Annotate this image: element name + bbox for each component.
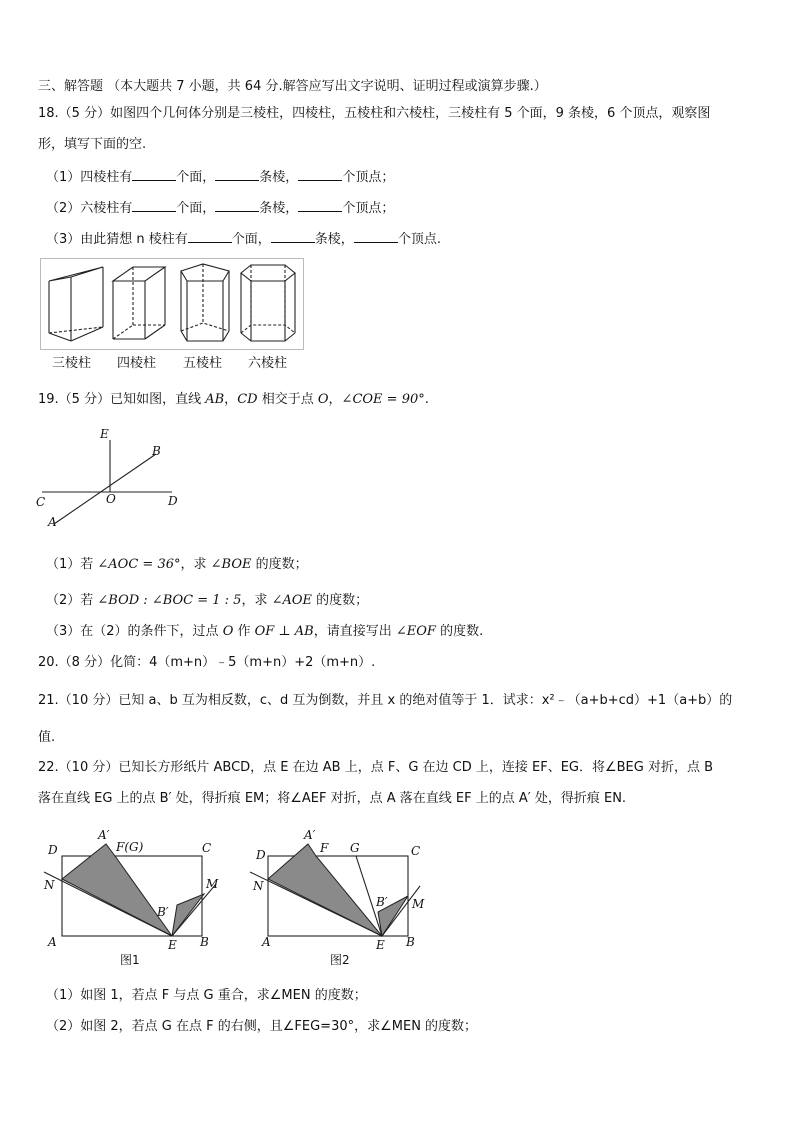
figure-2-caption: 图2 — [330, 953, 350, 967]
q19-p3-text-d: 的度数. — [435, 624, 484, 639]
q19-stem-text-b: 相交于点 — [261, 392, 314, 407]
label-m: M — [412, 897, 425, 911]
label-g: G — [350, 841, 360, 855]
label-e: E — [168, 938, 177, 952]
q18-part2-edges-blank[interactable] — [215, 199, 259, 212]
prism-label-3: 三棱柱 — [52, 356, 92, 371]
q19-p2-text-c: 的度数； — [312, 593, 369, 608]
label-n: N — [253, 879, 264, 893]
q19-line-ab: AB — [205, 392, 225, 407]
q19-part2 — [46, 593, 368, 609]
prism-label-6: 六棱柱 — [248, 356, 288, 371]
label-b-prime: B′ — [376, 895, 388, 909]
q18-part2-faces-blank[interactable] — [132, 199, 176, 212]
q22-part2: （2）如图 2，若点 G 在点 F 的右侧，且∠FEG=30°，求∠MEN 的度数； — [46, 1019, 478, 1034]
q19-p1-text-b: ，求 — [180, 557, 211, 572]
q19-p2-math-2: ∠AOE — [271, 593, 313, 608]
q21-stem-line2: 值. — [38, 730, 56, 745]
q21-stem-line1: 21.（10 分）已知 a、b 互为相反数，c、d 互为倒数，并且 x 的绝对值等于 1．试求：x²﹣（a+b+cd）+1（a+b）的 — [38, 693, 733, 708]
q22-part1: （1）如图 1，若点 F 与点 G 重合，求∠MEN 的度数； — [46, 988, 367, 1003]
q18-part3 — [46, 230, 441, 248]
label-a: A — [262, 935, 271, 949]
q19-p1-text-a: （1）若 — [46, 557, 98, 572]
q19-p3-math-1: O — [222, 624, 234, 639]
q19-p3-math-2: OF ⊥ AB — [254, 624, 314, 639]
q19-line-cd: CD — [237, 392, 258, 407]
q18-part2 — [46, 199, 394, 217]
figure-1-caption: 图1 — [120, 953, 140, 967]
q18-part3-prefix: （3）由此猜想 n 棱柱有 — [46, 232, 188, 247]
q19-p2-text-b: ，求 — [241, 593, 272, 608]
prism-label-5: 五棱柱 — [183, 356, 223, 371]
label-a: A — [48, 515, 57, 529]
q18-stem-line2: 形，填写下面的空. — [38, 137, 147, 152]
q18-faces-text: 个面， — [231, 232, 271, 247]
q19-lines-drawing — [34, 424, 184, 530]
q18-faces-text: 个面， — [176, 201, 216, 216]
hexagonal-prism-shape — [241, 265, 295, 341]
triangular-prism-shape — [49, 267, 103, 341]
q19-p3-text-c: ，请直接写出 — [313, 624, 396, 639]
q19-stem: 19.（5 分）已知如图，直线 AB，CD 相交于点 O，∠COE = 90°. — [38, 392, 429, 407]
label-o: O — [106, 492, 116, 506]
label-e: E — [100, 427, 109, 441]
q19-figure — [34, 424, 184, 530]
label-c: C — [36, 495, 46, 509]
label-n: N — [44, 878, 55, 892]
label-e: E — [376, 938, 385, 952]
q18-part2-prefix: （2）六棱柱有 — [46, 201, 133, 216]
section-header: 三、解答题 （本大题共 7 小题，共 64 分.解答应写出文字说明、证明过程或演算步骤.） — [38, 79, 547, 94]
label-d: D — [168, 494, 178, 508]
label-c: C — [202, 841, 212, 855]
folded-triangle-a — [62, 844, 172, 936]
label-m: M — [206, 877, 219, 891]
q18-edges-text: 条棱， — [314, 232, 354, 247]
q18-edges-text: 条棱， — [259, 201, 299, 216]
folded-triangle-a — [268, 844, 382, 936]
q19-p2-math-1: ∠BOD : ∠BOC = 1 : 5 — [97, 593, 242, 608]
quadrangular-prism-shape — [113, 267, 165, 339]
q19-p1-math-1: ∠AOC = 36° — [97, 557, 181, 572]
label-b-prime: B′ — [157, 905, 169, 919]
q18-vertices-text: 个顶点； — [342, 201, 395, 216]
label-c: C — [411, 844, 421, 858]
q18-part3-faces-blank[interactable] — [188, 230, 232, 243]
prisms-figure — [40, 258, 304, 350]
q18-part1-faces-blank[interactable] — [132, 168, 176, 181]
prisms-drawing — [41, 259, 303, 349]
label-b: B — [406, 935, 415, 949]
label-f: F — [320, 841, 329, 855]
prism-label-4: 四棱柱 — [117, 356, 157, 371]
q18-part3-edges-blank[interactable] — [271, 230, 315, 243]
q18-part2-vertices-blank[interactable] — [298, 199, 342, 212]
label-d: D — [256, 848, 266, 862]
q18-vertices-text: 个顶点； — [342, 170, 395, 185]
q19-stem-text-a: 19.（5 分）已知如图，直线 — [38, 392, 206, 407]
q22-stem-line2: 落在直线 EG 上的点 B′ 处，得折痕 EM；将∠AEF 对折，点 A 落在直线 EF 上的点 A′ 处，得折痕 EN. — [38, 791, 627, 806]
q22-stem-line1: 22.（10 分）已知长方形纸片 ABCD，点 E 在边 AB 上，点 F、G 在边 CD 上，连接 EF、EG．将∠BEG 对折，点 B — [38, 760, 714, 775]
q19-angle-coe: ∠COE = 90° — [341, 392, 425, 407]
q19-p1-text-c: 的度数； — [251, 557, 308, 572]
fold-figure-1-drawing — [40, 824, 230, 972]
q19-p3-text-a: （3）在（2）的条件下，过点 — [46, 624, 223, 639]
pentagonal-prism-shape — [181, 264, 229, 341]
line-ab — [54, 454, 156, 524]
q18-faces-text: 个面， — [176, 170, 216, 185]
label-b: B — [200, 935, 209, 949]
q19-part1 — [46, 557, 308, 573]
q22-figure-2 — [244, 824, 434, 972]
q18-edges-text: 条棱， — [259, 170, 299, 185]
fold-figure-2-drawing — [244, 824, 434, 972]
q19-p3-math-3: ∠EOF — [395, 624, 436, 639]
label-b: B — [152, 444, 161, 458]
q19-p1-math-2: ∠BOE — [210, 557, 252, 572]
q18-part3-vertices-blank[interactable] — [354, 230, 398, 243]
q18-part1-edges-blank[interactable] — [215, 168, 259, 181]
q20-stem: 20.（8 分）化简：4（m+n）﹣5（m+n）+2（m+n）. — [38, 655, 376, 670]
q18-part1-vertices-blank[interactable] — [298, 168, 342, 181]
q18-part1-prefix: （1）四棱柱有 — [46, 170, 133, 185]
label-a-prime: A′ — [304, 828, 316, 842]
q18-vertices-text: 个顶点. — [397, 232, 441, 247]
q19-p2-text-a: （2）若 — [46, 593, 98, 608]
q18-part1 — [46, 168, 394, 186]
label-fg: F(G) — [116, 840, 144, 854]
q19-part3 — [46, 624, 483, 640]
q19-point-o: O — [317, 392, 329, 407]
q18-stem-line1: 18.（5 分）如图四个几何体分别是三棱柱，四棱柱，五棱柱和六棱柱，三棱柱有 5 个面，9 条棱，6 个顶点，观察图 — [38, 106, 711, 121]
q22-figure-1 — [40, 824, 230, 972]
label-a-prime: A′ — [98, 828, 110, 842]
label-a: A — [48, 935, 57, 949]
q19-p3-text-b: 作 — [233, 624, 255, 639]
label-d: D — [48, 843, 58, 857]
